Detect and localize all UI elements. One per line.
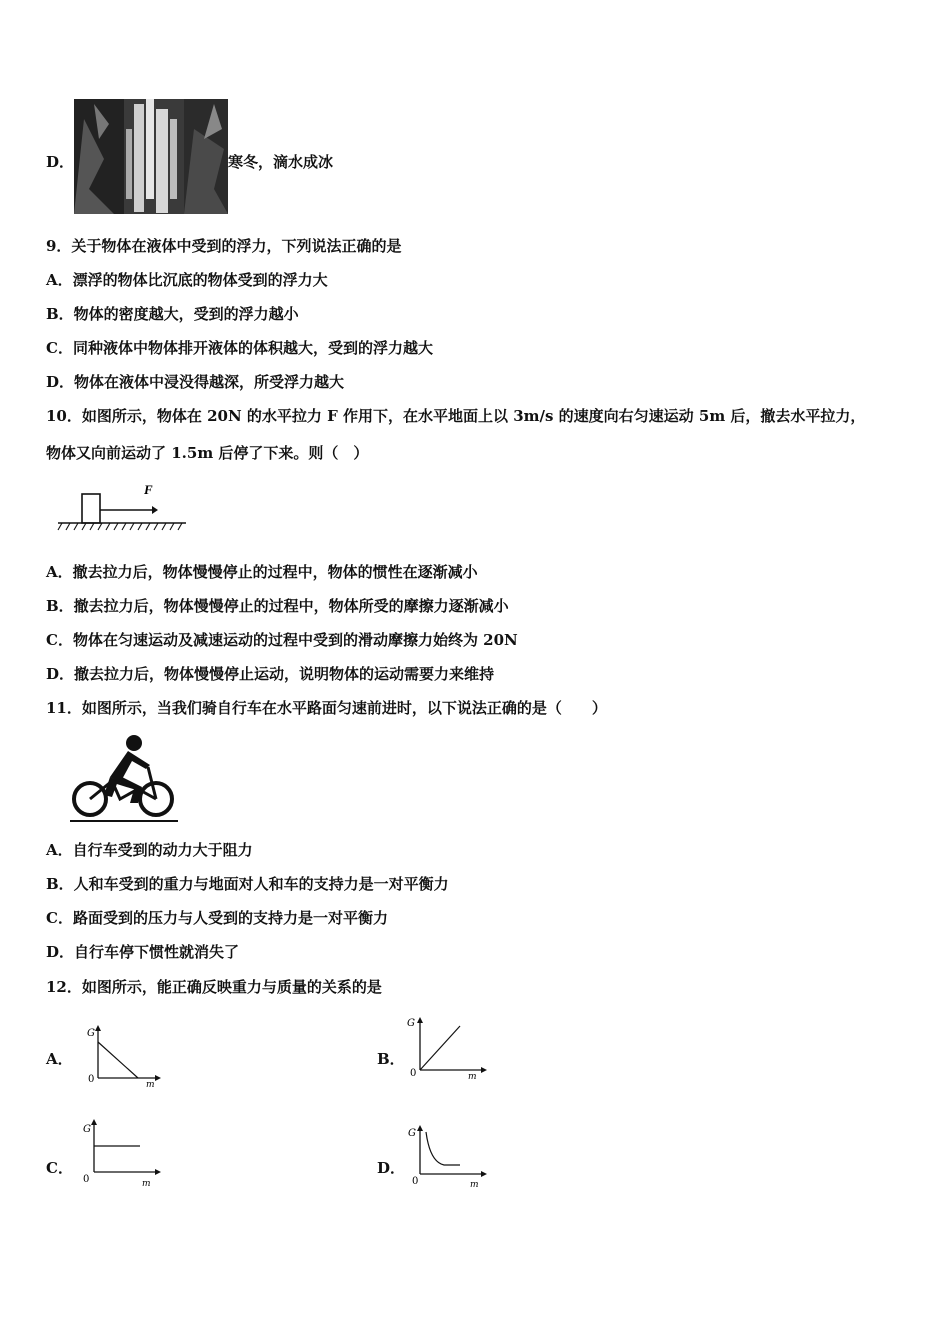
graph-a — [84, 1022, 164, 1088]
q8-option-d-text: 寒冬，滴水成冰 — [228, 153, 334, 171]
graph-d — [404, 1122, 490, 1190]
graph-a-x-label: m — [146, 1080, 155, 1088]
q10-stem-line2: 物体又向前运动了 1.5m 后停了下来。则（ ） — [46, 444, 369, 462]
graph-a-label: A． — [46, 1050, 73, 1068]
graph-d-y-label: G — [408, 1128, 416, 1139]
graph-a-origin: 0 — [88, 1074, 95, 1085]
q10-stem-line1: 10．如图所示，物体在 20N 的水平拉力 F 作用下，在水平地面上以 3m/s 的速度向右匀速运动 5m 后，撤去水平拉力， — [46, 407, 866, 425]
q10-option-b: B．撤去拉力后，物体慢慢停止的过程中，物体所受的摩擦力逐渐减小 — [46, 597, 509, 615]
graph-c-label: C． — [46, 1159, 73, 1177]
graph-c — [80, 1116, 164, 1188]
q11-option-b: B．人和车受到的重力与地面对人和车的支持力是一对平衡力 — [46, 875, 449, 893]
q9-option-c: C．同种液体中物体排开液体的体积越大，受到的浮力越大 — [46, 339, 433, 357]
force-arrow-icon — [152, 506, 158, 514]
graph-d-origin: 0 — [412, 1176, 419, 1187]
q10-option-d: D．撤去拉力后，物体慢慢停止运动，说明物体的运动需要力来维持 — [46, 665, 495, 683]
q12-stem: 12．如图所示，能正确反映重力与质量的关系的是 — [46, 978, 382, 996]
graph-b-label: B． — [377, 1050, 405, 1068]
icicle-photo-icon — [74, 99, 228, 214]
q11-option-d: D．自行车停下惯性就消失了 — [46, 943, 240, 961]
graph-c-x-label: m — [142, 1179, 151, 1188]
q9-stem: 9．关于物体在液体中受到的浮力，下列说法正确的是 — [46, 237, 402, 255]
q9-option-d: D．物体在液体中浸没得越深，所受浮力越大 — [46, 373, 345, 391]
q11-option-a: A．自行车受到的动力大于阻力 — [46, 841, 253, 859]
force-label: F — [144, 482, 153, 497]
q9-option-a: A．漂浮的物体比沉底的物体受到的浮力大 — [46, 271, 328, 289]
q8-option-d-label: D． — [46, 153, 75, 171]
graph-a-y-label: G — [87, 1028, 95, 1039]
graph-b — [404, 1012, 488, 1082]
q9-option-b: B．物体的密度越大，受到的浮力越小 — [46, 305, 299, 323]
graph-b-y-label: G — [407, 1018, 415, 1029]
block-force-figure — [54, 480, 190, 540]
graph-c-y-label: G — [83, 1124, 91, 1135]
cyclist-icon — [68, 733, 180, 825]
graph-d-x-label: m — [470, 1180, 479, 1190]
q11-stem: 11．如图所示，当我们骑自行车在水平路面匀速前进时，以下说法正确的是（ ） — [46, 699, 607, 717]
graph-b-origin: 0 — [410, 1068, 417, 1079]
graph-d-label: D． — [377, 1159, 406, 1177]
q11-option-c: C．路面受到的压力与人受到的支持力是一对平衡力 — [46, 909, 388, 927]
graph-b-x-label: m — [468, 1072, 477, 1082]
q10-option-c: C．物体在匀速运动及减速运动的过程中受到的滑动摩擦力始终为 20N — [46, 631, 518, 649]
q10-option-a: A．撤去拉力后，物体慢慢停止的过程中，物体的惯性在逐渐减小 — [46, 563, 478, 581]
graph-c-origin: 0 — [83, 1174, 90, 1185]
